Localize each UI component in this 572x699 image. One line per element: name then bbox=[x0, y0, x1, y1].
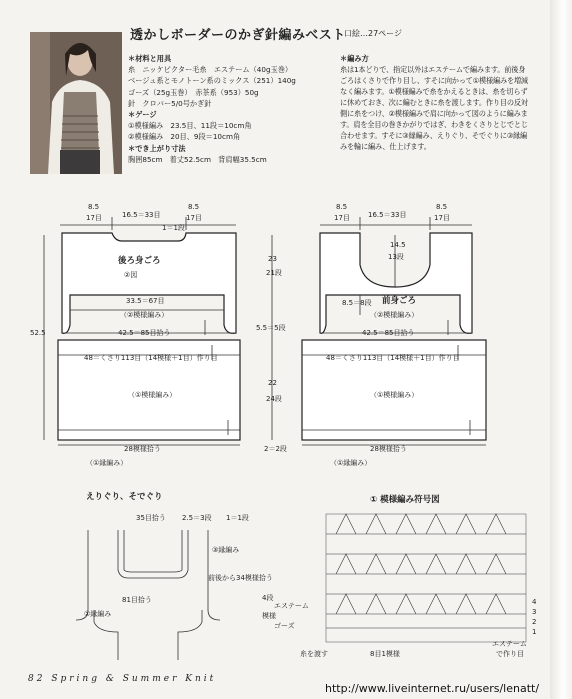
page-footer: 82 Spring & Summer Knit bbox=[28, 674, 217, 684]
front-width-42: 42.5＝85目拾う bbox=[362, 329, 415, 337]
chart-row-1: 1 bbox=[532, 628, 537, 636]
chart-stitches bbox=[326, 514, 526, 642]
front-start-row: 48＝くさり113目（14模様＋1目）作り目 bbox=[326, 354, 460, 362]
method-text: 糸は1本どりで、指定以外はエステームで編みます。前後身ごろはくさりで作り目し、すそに向かって①模様編みを増減なく編みます。①模様編みで糸をかえるときは、糸を切らずに休めておき、次に編むときに糸を渡します。作り目の反対側に糸をつけ、②模様編みで肩に向かって図のように編みます。肩を全目の巻きかがりではぎ、わきをくさりとじでとじ合わせます。すそに③縁編み、えりぐり、そでぐりに③縁編みを輪に編み、仕上げます。 bbox=[340, 65, 528, 152]
front-side-85: 8.5＝8段 bbox=[342, 299, 372, 307]
materials-column bbox=[128, 53, 296, 165]
armhole-dim: 5.5＝5段 bbox=[256, 324, 286, 332]
chart-right-label-2: で作り目 bbox=[496, 650, 524, 658]
materials-heading: ＊材料と用具 bbox=[128, 54, 172, 63]
front-top-side-rows: 17目 bbox=[334, 214, 350, 222]
back-top-side-rows-right: 17目 bbox=[186, 214, 202, 222]
front-hem-label: （①縁編み） bbox=[330, 459, 372, 467]
model-photo bbox=[30, 32, 122, 174]
edging-pick-81: 81目拾う bbox=[122, 596, 152, 604]
chart-row-4: 4 bbox=[532, 598, 537, 606]
edging-heading: えりぐり、そでぐり bbox=[86, 492, 163, 502]
back-width-42: 42.5＝85目拾う bbox=[118, 329, 171, 337]
back-width-33: 33.5＝67目 bbox=[126, 297, 165, 305]
total-height: 52.5 bbox=[30, 329, 46, 337]
size-heading: ＊でき上がり寸法 bbox=[128, 143, 186, 153]
page-title: 透かしボーダーのかぎ針編みベスト bbox=[130, 28, 346, 43]
edging-diagram bbox=[58, 490, 278, 670]
back-top-side: 8.5 bbox=[88, 203, 100, 211]
chart-right-label-1: エステーム bbox=[492, 640, 527, 648]
edging-count-25: 2.5＝3段 bbox=[182, 514, 212, 522]
back-top-center: 16.5＝33目 bbox=[122, 211, 161, 219]
chart-side-label-3: 模様 bbox=[262, 612, 276, 620]
back-pattern-2: （②模様編み） bbox=[120, 311, 169, 319]
back-top-row: 1＝1段 bbox=[162, 224, 185, 232]
body-height: 22 bbox=[268, 379, 277, 387]
chart-row-3: 3 bbox=[532, 608, 537, 616]
edging-edge3: ③縁編み bbox=[212, 546, 240, 554]
back-hem-label: （①縁編み） bbox=[86, 459, 128, 467]
front-top-side-right: 8.5 bbox=[436, 203, 448, 211]
edging-front-count: 前後から34模様拾う bbox=[208, 574, 273, 582]
front-hem-count: 28模様拾う bbox=[370, 445, 407, 453]
chart-row-2: 2 bbox=[532, 618, 537, 626]
front-top-side-rows-right: 17目 bbox=[434, 214, 450, 222]
materials-line: ベージュ系とモノトーン系のミックス（251）140g bbox=[128, 76, 296, 86]
edging-count-35: 35目拾う bbox=[136, 514, 166, 522]
front-label: 前身ごろ bbox=[382, 296, 417, 306]
chart-side-label-1: エステーム bbox=[274, 602, 309, 610]
chart-heading: ① 模様編み符号図 bbox=[370, 495, 440, 505]
title-reference: 口絵…27ページ bbox=[344, 29, 403, 38]
chart-bottom-label-1: 糸を渡す bbox=[300, 650, 328, 658]
front-neck-rows: 13段 bbox=[388, 253, 404, 261]
yoke-rows: 21段 bbox=[266, 269, 282, 277]
hem-dim: 2＝2段 bbox=[264, 445, 287, 453]
front-top-side: 8.5 bbox=[336, 203, 348, 211]
method-column bbox=[340, 53, 530, 152]
chart-bottom-label-2: 8目1模様 bbox=[370, 650, 400, 658]
materials-line: 針 クロバー5/0号かぎ針 bbox=[128, 98, 212, 108]
watermark-url: http://www.liveinternet.ru/users/lenatt/ bbox=[325, 682, 540, 695]
front-pattern: （②模様編み） bbox=[370, 311, 419, 319]
model-photo-drawing bbox=[30, 32, 122, 174]
back-start-row: 48＝くさり113目（14模様＋1目）作り目 bbox=[84, 354, 218, 362]
yoke-height: 23 bbox=[268, 255, 277, 263]
pattern-symbol-chart bbox=[260, 490, 548, 670]
body-rows: 24段 bbox=[266, 395, 282, 403]
materials-line: 糸 ニッケビクター毛糸 エステーム（40g玉巻） bbox=[128, 65, 293, 75]
back-body-pattern: （①模様編み） bbox=[128, 391, 177, 399]
gauge-line: ②模様編み 20目、9段＝10cm角 bbox=[128, 132, 241, 142]
back-hem-count: 28模様拾う bbox=[124, 445, 161, 453]
materials-line: ゴーズ（25g玉巻） 赤茶系（953）50g bbox=[128, 87, 259, 97]
page-binding bbox=[550, 0, 572, 699]
garment-schematic bbox=[0, 195, 548, 485]
size-line: 胸囲85cm 着丈52.5cm 背肩幅35.5cm bbox=[128, 154, 267, 164]
chart-side-label-2: ゴーズ bbox=[274, 622, 295, 630]
back-top-side-right: 8.5 bbox=[188, 203, 200, 211]
front-top-center: 16.5＝33目 bbox=[368, 211, 407, 219]
gauge-line: ①模様編み 23.5目、11段＝10cm角 bbox=[128, 121, 252, 131]
back-label: 後ろ身ごろ bbox=[118, 256, 161, 266]
front-neck-depth: 14.5 bbox=[390, 241, 406, 249]
back-top-side-rows: 17目 bbox=[86, 214, 102, 222]
front-body-pattern: （①模様編み） bbox=[370, 391, 419, 399]
edging-count-1: 1＝1段 bbox=[226, 514, 249, 522]
method-heading: ＊編み方 bbox=[340, 54, 369, 63]
edging-edge2: ②縁編み bbox=[84, 610, 112, 618]
gauge-heading: ＊ゲージ bbox=[128, 110, 157, 120]
back-pattern: ②図 bbox=[124, 271, 138, 279]
chart-side-rows: 4段 bbox=[262, 594, 274, 602]
